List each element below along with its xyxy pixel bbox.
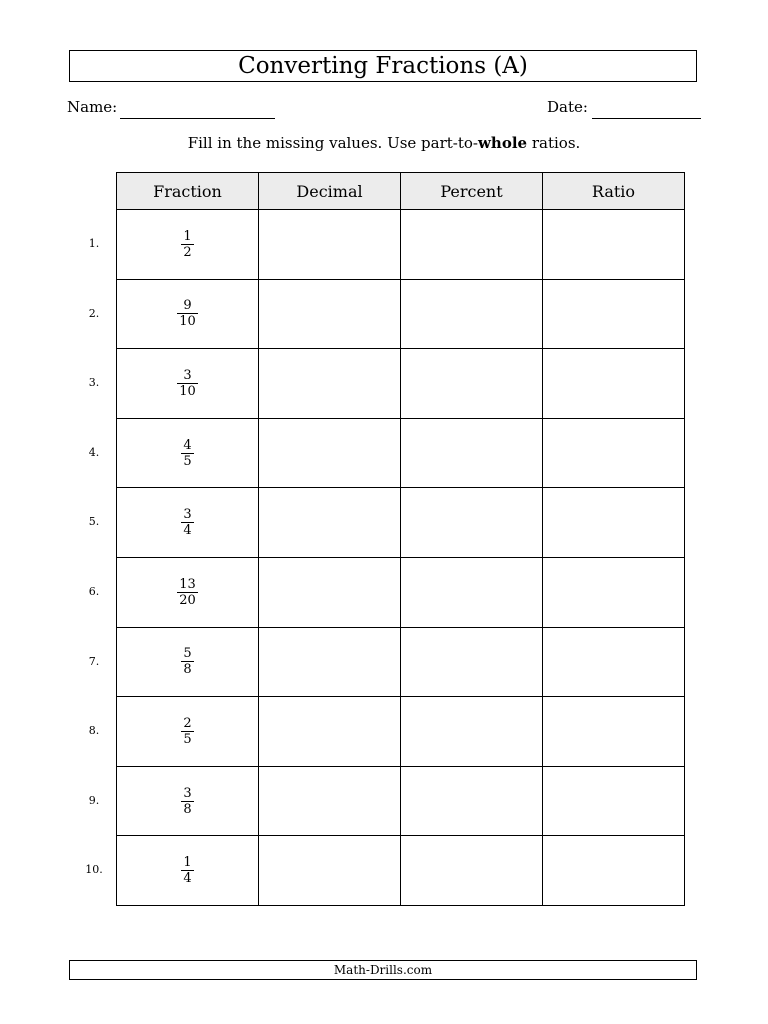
ratio-answer-cell[interactable]	[543, 279, 685, 349]
fraction-numerator: 1	[183, 855, 192, 871]
fraction-cell	[117, 279, 259, 349]
table-row	[117, 279, 685, 349]
percent-answer-cell[interactable]	[401, 557, 543, 627]
instructions-emphasis: whole	[478, 134, 528, 152]
fraction-numerator: 13	[179, 576, 196, 592]
row-number: 1.	[88, 237, 100, 250]
percent-answer-cell[interactable]	[401, 210, 543, 280]
fraction-cell	[117, 488, 259, 558]
ratio-answer-cell[interactable]	[543, 488, 685, 558]
decimal-answer-cell[interactable]	[259, 836, 401, 906]
row-number: 6.	[88, 584, 100, 598]
fraction	[181, 855, 193, 886]
fraction-numerator: 4	[183, 437, 192, 453]
fraction	[177, 298, 198, 329]
fraction-denominator: 4	[183, 523, 192, 539]
column-header-fraction: Fraction	[117, 173, 259, 210]
fraction-cell	[117, 349, 259, 419]
fraction-denominator: 20	[179, 592, 196, 608]
percent-answer-cell[interactable]	[401, 836, 543, 906]
row-number: 9.	[88, 793, 100, 807]
footer: Math-Drills.com	[69, 960, 697, 980]
decimal-answer-cell[interactable]	[259, 766, 401, 836]
percent-answer-cell[interactable]	[401, 697, 543, 767]
fraction	[181, 507, 193, 538]
table-row	[117, 210, 685, 280]
date-blank-line	[592, 118, 701, 119]
fraction-numerator: 2	[183, 715, 192, 731]
decimal-answer-cell[interactable]	[259, 557, 401, 627]
conversion-table	[116, 172, 685, 906]
instructions	[0, 134, 768, 152]
fraction-numerator: 3	[183, 507, 192, 523]
percent-answer-cell[interactable]	[401, 627, 543, 697]
column-header-percent: Percent	[401, 173, 543, 210]
percent-answer-cell[interactable]	[401, 279, 543, 349]
decimal-answer-cell[interactable]	[259, 210, 401, 280]
row-number: 8.	[88, 724, 100, 738]
decimal-answer-cell[interactable]	[259, 697, 401, 767]
fraction-numerator: 3	[183, 785, 192, 801]
ratio-answer-cell[interactable]	[543, 418, 685, 488]
table-header-row	[117, 173, 685, 210]
name-label: Name:	[67, 98, 118, 116]
fraction-denominator: 2	[183, 244, 192, 260]
ratio-answer-cell[interactable]	[543, 836, 685, 906]
date-label: Date:	[547, 98, 588, 116]
table-row	[117, 627, 685, 697]
instructions-text-end: ratios.	[527, 134, 581, 152]
ratio-answer-cell[interactable]	[543, 627, 685, 697]
row-number: 10.	[85, 863, 103, 877]
table-row	[117, 766, 685, 836]
fraction-denominator: 8	[183, 662, 192, 678]
row-number: 5.	[88, 515, 100, 529]
fraction-cell	[117, 697, 259, 767]
decimal-answer-cell[interactable]	[259, 349, 401, 419]
worksheet-title: Converting Fractions (A)	[69, 50, 697, 82]
fraction-cell	[117, 418, 259, 488]
table-body	[117, 210, 685, 906]
fraction-denominator: 10	[179, 383, 196, 399]
table-row	[117, 418, 685, 488]
table-row	[117, 488, 685, 558]
fraction-cell	[117, 627, 259, 697]
row-number: 4.	[88, 445, 100, 459]
fraction-numerator: 1	[183, 228, 192, 244]
decimal-answer-cell[interactable]	[259, 488, 401, 558]
percent-answer-cell[interactable]	[401, 349, 543, 419]
decimal-answer-cell[interactable]	[259, 627, 401, 697]
fraction	[181, 786, 193, 817]
fraction-cell	[117, 557, 259, 627]
table-row	[117, 349, 685, 419]
instructions-text: Fill in the missing values. Use part-to-	[187, 134, 478, 152]
fraction-denominator: 10	[179, 314, 196, 330]
ratio-answer-cell[interactable]	[543, 210, 685, 280]
fraction-numerator: 9	[177, 298, 198, 314]
ratio-answer-cell[interactable]	[543, 557, 685, 627]
fraction	[177, 577, 198, 608]
column-header-ratio: Ratio	[543, 173, 685, 210]
fraction-denominator: 4	[183, 871, 192, 887]
table-row	[117, 557, 685, 627]
fraction	[181, 229, 193, 260]
fraction-numerator: 3	[177, 368, 198, 384]
percent-answer-cell[interactable]	[401, 418, 543, 488]
fraction-cell	[117, 210, 259, 280]
fraction	[181, 646, 193, 677]
ratio-answer-cell[interactable]	[543, 766, 685, 836]
fraction-cell	[117, 836, 259, 906]
row-number: 2.	[88, 306, 100, 320]
fraction-denominator: 8	[183, 801, 192, 817]
fraction-numerator: 5	[183, 646, 192, 662]
row-number: 7.	[88, 654, 100, 668]
fraction	[181, 716, 193, 747]
percent-answer-cell[interactable]	[401, 488, 543, 558]
fraction-cell	[117, 766, 259, 836]
percent-answer-cell[interactable]	[401, 766, 543, 836]
decimal-answer-cell[interactable]	[259, 279, 401, 349]
name-date-row	[67, 96, 701, 122]
fraction	[177, 368, 198, 399]
fraction-denominator: 5	[183, 453, 192, 469]
ratio-answer-cell[interactable]	[543, 697, 685, 767]
fraction	[181, 438, 193, 469]
table-row	[117, 697, 685, 767]
name-blank-line	[120, 118, 275, 119]
decimal-answer-cell[interactable]	[259, 418, 401, 488]
ratio-answer-cell[interactable]	[543, 349, 685, 419]
row-number: 3.	[88, 376, 100, 390]
column-header-decimal: Decimal	[259, 173, 401, 210]
row-numbers	[78, 209, 110, 905]
fraction-denominator: 5	[183, 731, 192, 747]
table-row	[117, 836, 685, 906]
